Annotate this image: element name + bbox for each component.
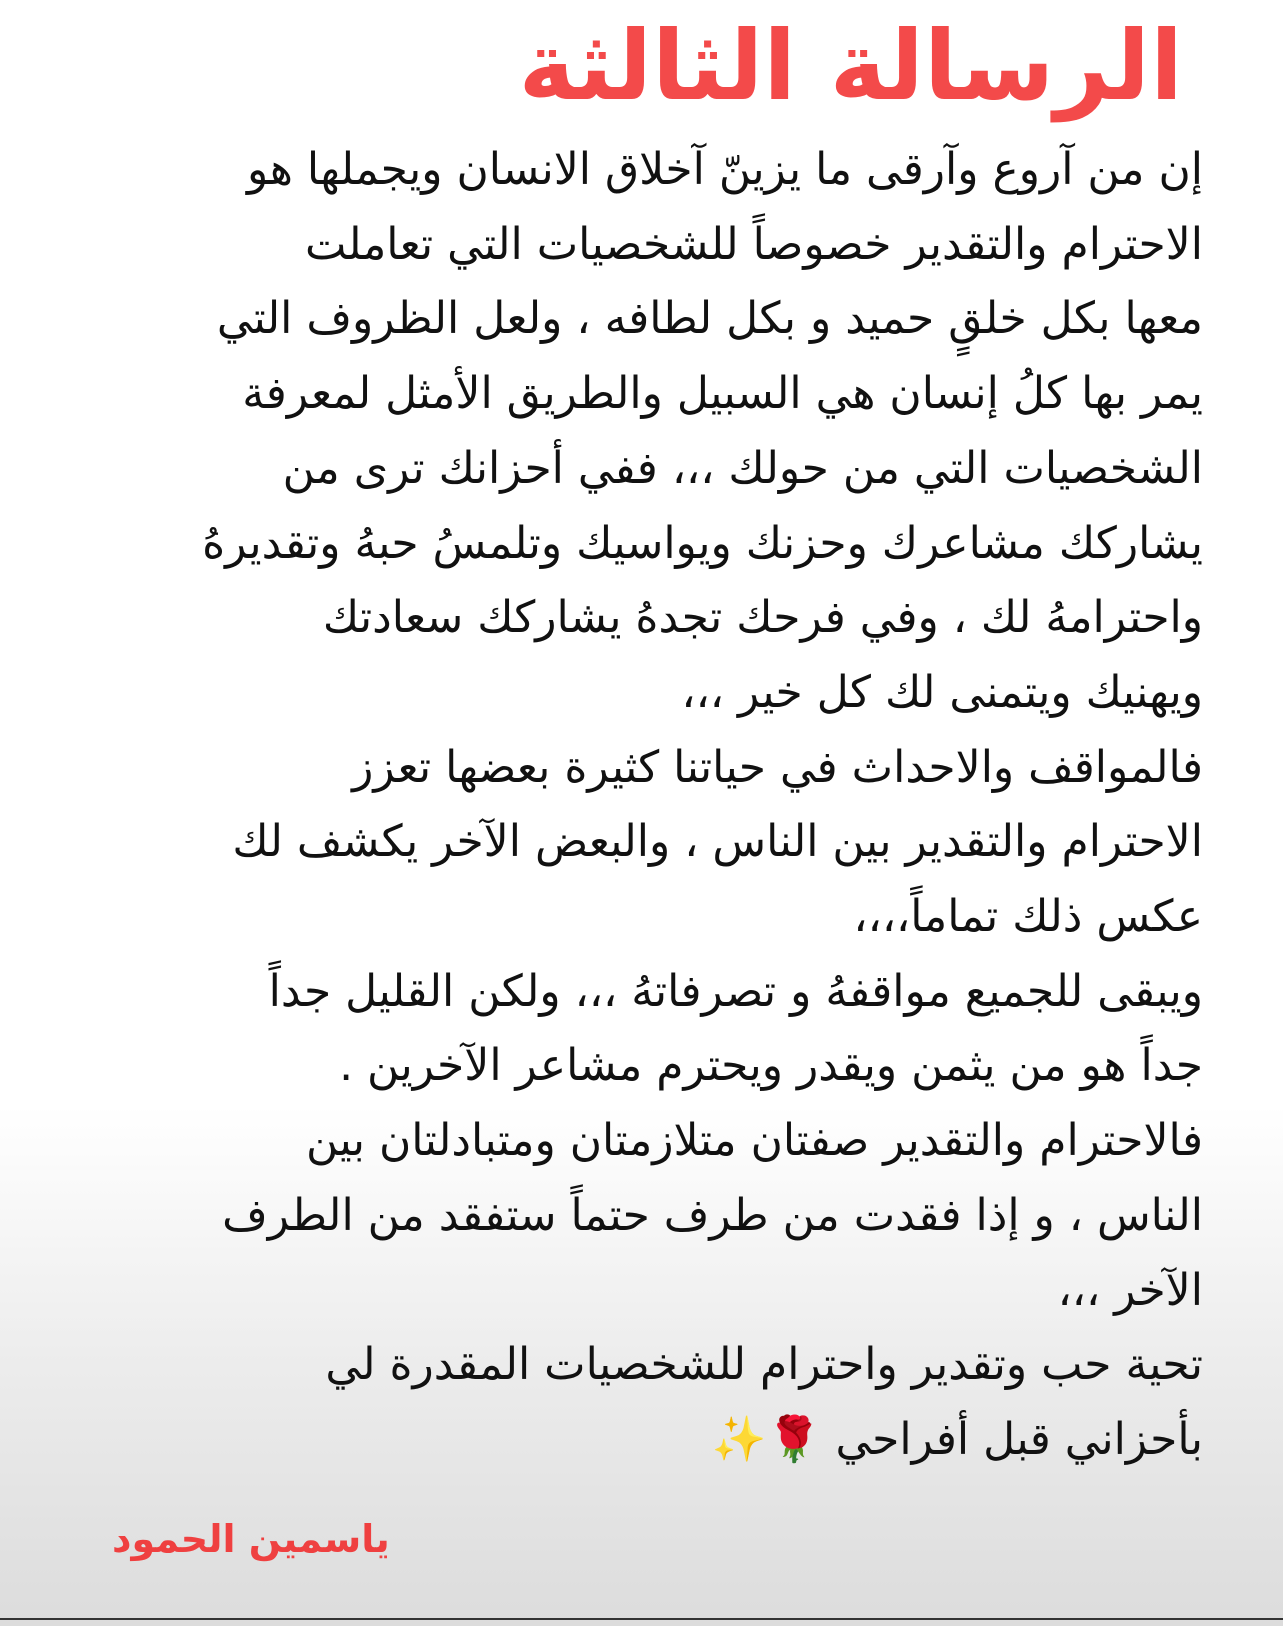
message-line: فالمواقف والاحداث في حياتنا كثيرة بعضها تعزز	[352, 741, 1203, 793]
bottom-divider	[0, 1618, 1283, 1620]
message-line: الآخر ،،،	[1057, 1264, 1203, 1316]
message-line: ويهنيك ويتمنى لك كل خير ،،،	[681, 666, 1203, 718]
message-line: عكس ذلك تماماً،،،،	[853, 891, 1203, 943]
message-line: إن من آروع وآرقى ما يزينّ آخلاق الانسان ويجملها هو	[247, 144, 1203, 195]
message-line: يشاركك مشاعرك وحزنك ويواسيك وتلمسُ حبهُ وتقديرهُ	[202, 517, 1203, 569]
message-line: جداً هو من يثمن ويقدر ويحترم مشاعر الآخرين .	[339, 1040, 1203, 1092]
message-line: واحترامهُ لك ، وفي فرحك تجدهُ يشاركك سعادتك	[322, 592, 1203, 644]
message-line: يمر بها كلُ إنسان هي السبيل والطريق الأمثل لمعرفة	[242, 368, 1203, 420]
page-title: الرسالة الثالثة	[518, 10, 1183, 122]
message-line: الشخصيات التي من حولك ،،، ففي أحزانك ترى من	[282, 442, 1203, 494]
message-line: الناس ، و إذا فقدت من طرف حتماً ستفقد من الطرف	[222, 1189, 1203, 1241]
message-line: بأحزاني قبل أفراحي 🌹✨	[711, 1413, 1203, 1465]
message-line: ويبقى للجميع مواقفهُ و تصرفاتهُ ،،، ولكن القليل جداً	[268, 965, 1203, 1017]
message-line: فالاحترام والتقدير صفتان متلازمتان ومتبادلتان بين	[305, 1115, 1203, 1167]
message-line: معها بكل خلقٍ حميد و بكل لطافه ، ولعل الظروف التي	[216, 293, 1203, 345]
message-line: تحية حب وتقدير واحترام للشخصيات المقدرة لي	[325, 1339, 1203, 1391]
message-body	[83, 133, 1203, 1478]
message-line: الاحترام والتقدير بين الناس ، والبعض الآخر يكشف لك	[232, 816, 1203, 868]
message-line: الاحترام والتقدير خصوصاً للشخصيات التي تعاملت	[304, 218, 1203, 270]
author-signature: ياسمين الحمود	[112, 1517, 390, 1561]
